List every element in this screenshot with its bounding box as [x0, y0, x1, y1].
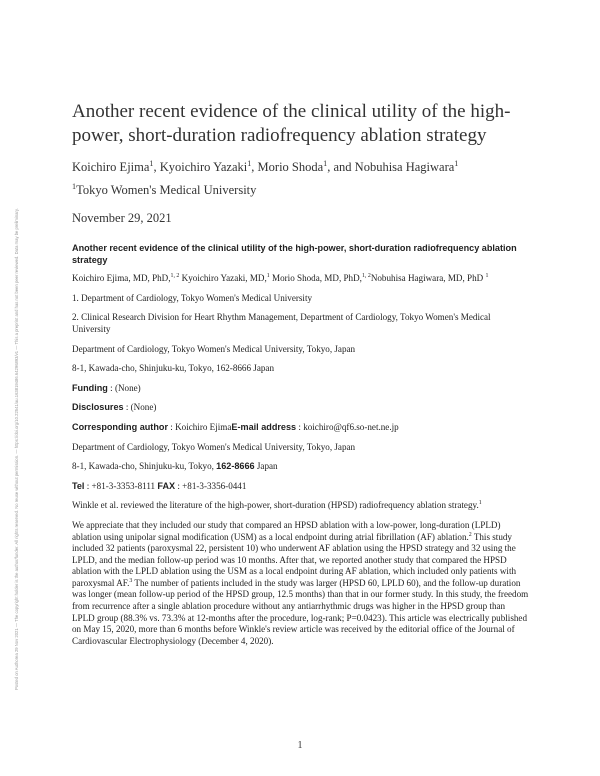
- address-street: 8-1, Kawada-cho, Shinjuku-ku, Tokyo, 162-8666 Japan: [72, 363, 275, 374]
- author-name: Morio Shoda: [257, 160, 324, 174]
- postal-code: 162-8666: [216, 461, 255, 472]
- disclosures-label: Disclosures: [72, 402, 124, 413]
- author-separator: ,: [153, 160, 160, 174]
- manuscript-body: [72, 243, 530, 655]
- affiliation: [72, 183, 256, 198]
- author-separator: , and: [327, 160, 355, 174]
- author-separator: ,: [251, 160, 258, 174]
- disclosures-value: : (None): [125, 402, 157, 413]
- author-sup: 1: [323, 158, 328, 168]
- affiliation-1: 1. Department of Cardiology, Tokyo Women's Medical University: [72, 292, 313, 303]
- author-name: Kyoichiro Yazaki: [159, 160, 248, 174]
- author-sup: 1, 2: [361, 273, 371, 280]
- fax-value: : +81-3-3356-0441: [177, 480, 247, 491]
- citation-sup: 1: [478, 500, 482, 507]
- corresponding-department: Department of Cardiology, Tokyo Women's Medical University, Tokyo, Japan: [72, 441, 356, 452]
- citation-sup: 2: [468, 531, 472, 538]
- funding: [72, 383, 530, 395]
- paragraph-2: [72, 520, 530, 648]
- funding-value: : (None): [110, 382, 141, 393]
- fax-label: FAX: [157, 480, 176, 491]
- side-watermark: Posted on Authorea 29 Nov 2021 — The copyright holder is the author/funder. All rights reserved. No reuse without permission. — https://doi.org/10.22541/au.163819486.64296893/v1 — This a preprint and has not been peer reviewed. Data may be preliminary.: [14, 208, 19, 690]
- author-sup: 1: [454, 158, 459, 168]
- corresponding-author: [72, 422, 530, 434]
- affiliation-text: Tokyo Women's Medical University: [76, 183, 257, 197]
- corresponding-street: [72, 461, 530, 473]
- email-value: : koichiro@qf6.so-net.ne.jp: [298, 421, 399, 432]
- funding-label: Funding: [72, 382, 108, 393]
- author-entry: Nobuhisa Hagiwara, MD, PhD: [370, 273, 484, 284]
- author-sup: 1: [247, 158, 252, 168]
- tel-label: Tel: [72, 480, 85, 491]
- paragraph-1: [72, 500, 530, 512]
- manuscript-heading: Another recent evidence of the clinical utility of the high-power, short-duration radiofrequency ablation strategy: [72, 243, 517, 265]
- paragraph-text: This study included 32 patients (paroxysmal 22, persistent 10) who underwent AF ablation using the HPSD strategy and 32 using the LPLD, and the median follow-up period was 10 months. After that, we reported another study that compared the HPSD ablation with the LPLD ablation using the USM as a local endpoint during AF ablation, which included only patients with paroxysmal AF.: [72, 531, 517, 588]
- author-name: Nobuhisa Hagiwara: [354, 160, 455, 174]
- page-number: 1: [297, 740, 303, 751]
- author-list: [72, 160, 458, 175]
- contact-numbers: [72, 481, 530, 493]
- address-department: Department of Cardiology, Tokyo Women's Medical University, Tokyo, Japan: [72, 343, 356, 354]
- author-entry: Kyoichiro Yazaki, MD,: [181, 273, 267, 284]
- email-label: E-mail address: [231, 421, 297, 432]
- tel-value: : +81-3-3353-8111: [86, 480, 158, 491]
- paragraph-text: The number of patients included in the study was larger (HPSD 60, LPLD 60), and the follow-up duration was longer (mean follow-up period of the HPSD group, 12.5 months) than that in our former study. In this study, the freedom from recurrence after a single ablation procedure without any antiarrhythmic drugs was higher in the HPSD group than LPLD group (88.3% vs. 73.3% at 12-months after the procedure, log-rank; P=0.0423). This article was electrically published on May 15, 2020, more than 6 months before Winkle's review article was received by the editorial office of the Journal of Cardiovascular Electrophysiology (December 4, 2020).: [72, 577, 529, 646]
- author-sup: 1, 2: [170, 273, 180, 280]
- affiliation-sup: 1: [72, 181, 77, 191]
- corresponding-value: : Koichiro Ejima: [170, 421, 232, 432]
- author-name: Koichiro Ejima: [72, 160, 150, 174]
- street-country: Japan: [254, 461, 278, 472]
- citation-sup: 3: [129, 577, 133, 584]
- paper-title: Another recent evidence of the clinical utility of the high-power, short-duration radiofrequency ablation strategy: [72, 101, 511, 146]
- author-sup: 1: [149, 158, 154, 168]
- author-entry: Morio Shoda, MD, PhD,: [272, 273, 362, 284]
- author-sup: 1: [266, 273, 270, 280]
- author-sup: 1: [485, 273, 489, 280]
- author-entry: Koichiro Ejima, MD, PhD,: [72, 273, 171, 284]
- manuscript-authors: [72, 273, 530, 285]
- disclosures: [72, 402, 530, 414]
- publication-date: November 29, 2021: [72, 211, 172, 225]
- street-text: 8-1, Kawada-cho, Shinjuku-ku, Tokyo,: [72, 461, 217, 472]
- corresponding-label: Corresponding author: [72, 421, 168, 432]
- affiliation-2: 2. Clinical Research Division for Heart Rhythm Management, Department of Cardiology, Tokyo Women's Medical University: [72, 312, 491, 334]
- paragraph-text: Winkle et al. reviewed the literature of the high-power, short-duration (HPSD) radiofrequency ablation strategy.: [72, 500, 479, 511]
- paragraph-text: We appreciate that they included our study that compared an HPSD ablation with a low-power, long-duration (LPLD) ablation using unipolar signal modification (USM) as a local endpoint during atrial fibrillation (AF) ablation.: [72, 519, 501, 542]
